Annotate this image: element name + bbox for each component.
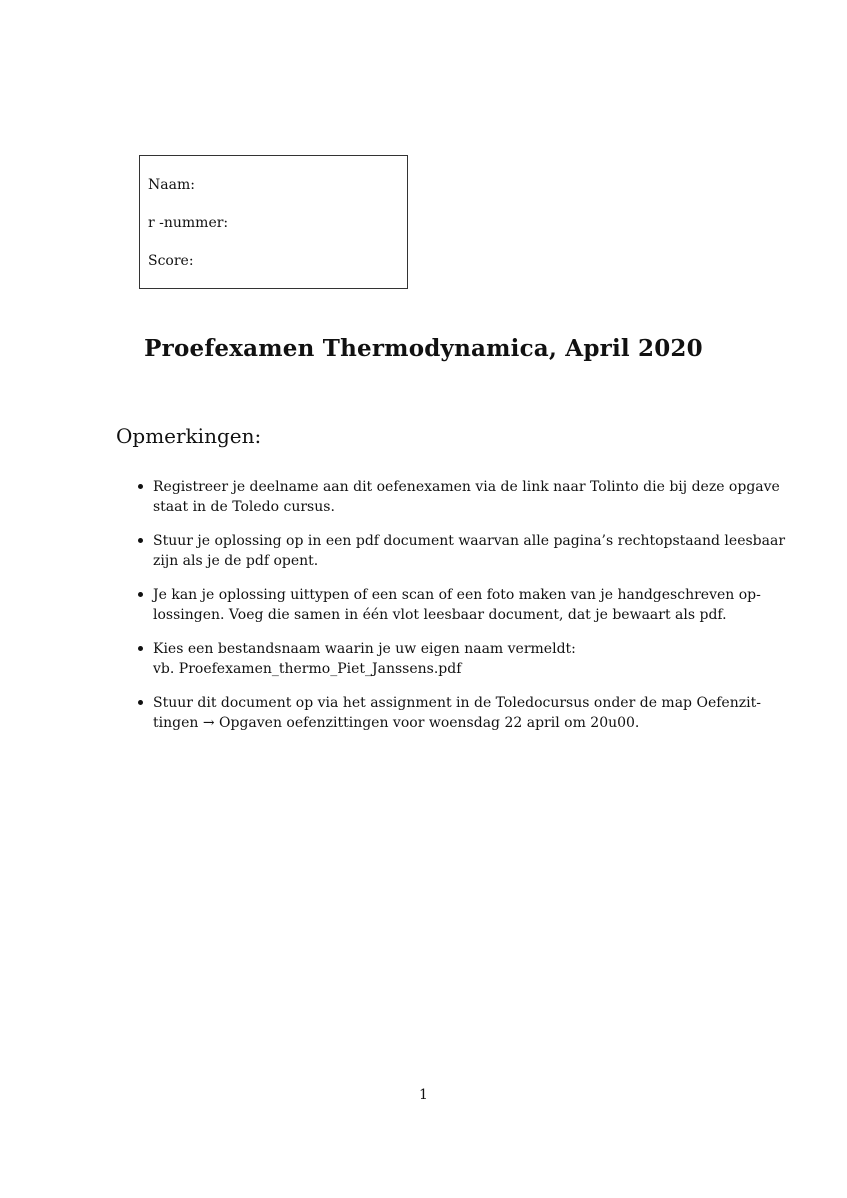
score-label: Score: [148, 253, 194, 269]
page-number: 1 [419, 1087, 428, 1103]
bullet-icon [138, 592, 143, 597]
remark-line: tingen → Opgaven oefenzittingen voor woensdag 22 april om 20u00. [153, 715, 640, 731]
bullet-icon [138, 538, 143, 543]
remark-line: Je kan je oplossing uittypen of een scan of een foto maken van je handgeschreven op- [153, 587, 761, 603]
remark-line: lossingen. Voeg die samen in één vlot leesbaar document, dat je bewaart als pdf. [153, 607, 727, 623]
remark-item-pdf-upload [135, 531, 786, 571]
student-info-box [139, 155, 408, 289]
remark-line: staat in de Toledo cursus. [153, 499, 335, 515]
bullet-icon [138, 646, 143, 651]
name-label: Naam: [148, 177, 195, 193]
remark-item-submission-deadline [135, 693, 761, 733]
remark-line: Registreer je deelname aan dit oefenexamen via de link naar Tolinto die bij deze opgave [153, 479, 780, 495]
remark-item-filename [135, 639, 747, 679]
remark-line: zijn als je de pdf opent. [153, 553, 319, 569]
bullet-icon [138, 700, 143, 705]
remarks-list [135, 477, 786, 747]
exam-title: Proefexamen Thermodynamica, April 2020 [144, 335, 703, 362]
remark-line: Stuur dit document op via het assignment in de Toledocursus onder de map Oefenzit- [153, 695, 761, 711]
remark-item-scan-or-type [135, 585, 761, 625]
remark-item-registration [135, 477, 780, 517]
remark-line: vb. Proefexamen_thermo_Piet_Janssens.pdf [153, 661, 462, 677]
bullet-icon [138, 484, 143, 489]
remarks-heading: Opmerkingen: [116, 424, 262, 448]
student-number-label: r -nummer: [148, 215, 229, 231]
remark-line: Stuur je oplossing op in een pdf document waarvan alle pagina’s rechtopstaand leesbaar [153, 533, 786, 549]
remark-line: Kies een bestandsnaam waarin je uw eigen naam vermeldt: [153, 641, 576, 657]
